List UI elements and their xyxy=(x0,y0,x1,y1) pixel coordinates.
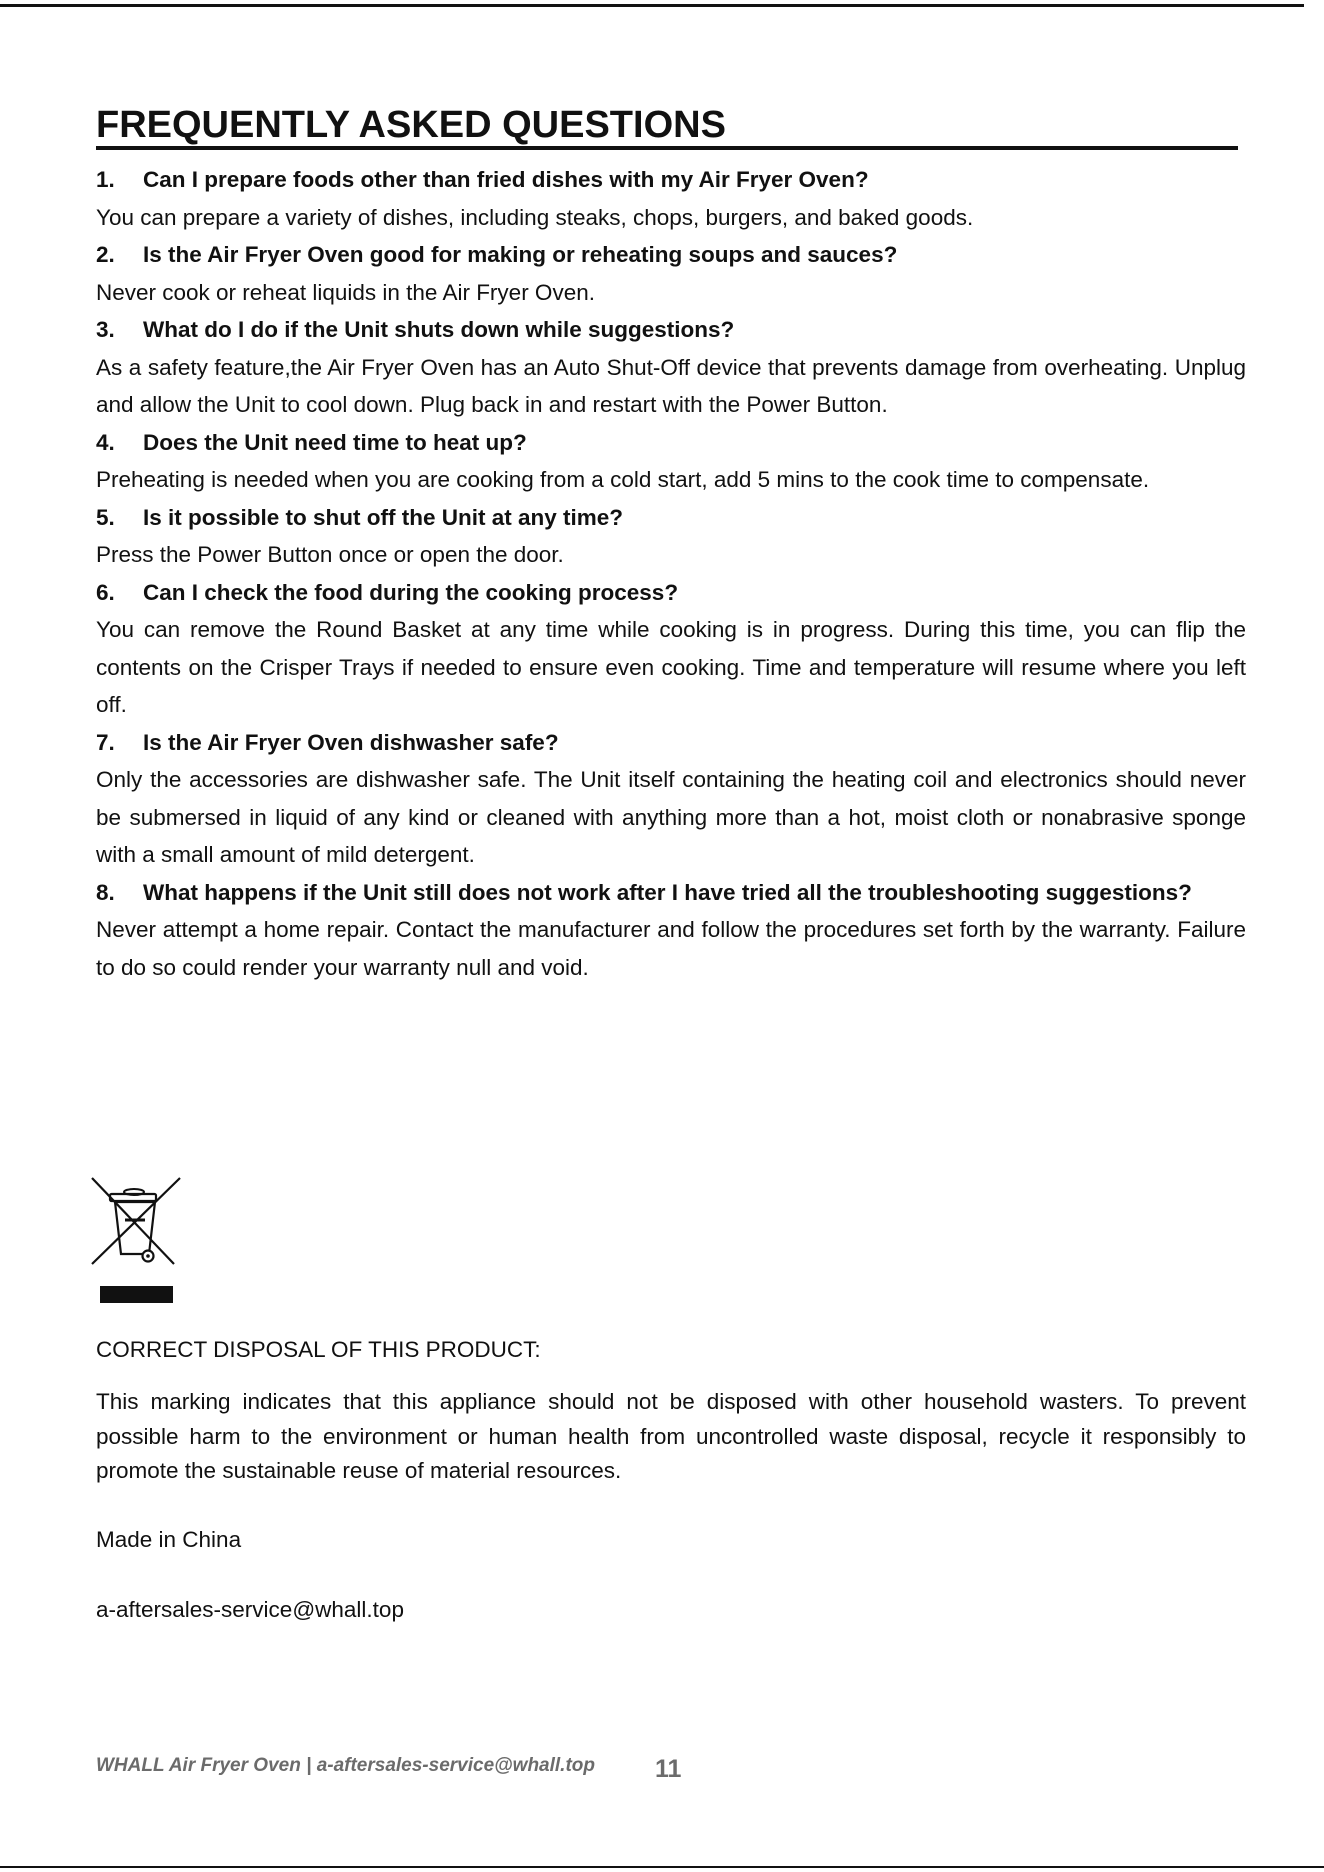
faq-question xyxy=(96,161,1246,199)
disposal-text: This marking indicates that this appliance should not be disposed with other household wasters. To prevent possible harm to the environment or human health from uncontrolled waste disposal, recycle it responsibly to promote the sustainable reuse of material resources. xyxy=(96,1389,1246,1483)
page-number: 11 xyxy=(655,1755,682,1783)
faq-number: 4. xyxy=(96,429,115,455)
top-rule xyxy=(0,4,1304,7)
faq-item xyxy=(96,499,1246,574)
faq-answer: Press the Power Button once or open the door. xyxy=(96,542,564,567)
faq-number: 1. xyxy=(96,167,115,192)
faq-number: 3. xyxy=(96,317,115,342)
faq-question xyxy=(96,724,1246,762)
faq-list xyxy=(96,161,1246,986)
faq-number: 8. xyxy=(96,879,115,905)
faq-answer: As a safety feature,the Air Fryer Oven has an Auto Shut-Off device that prevents damage from overheating. Unplug and allow the Unit to cool down. Plug back in and restart with the Power Button. xyxy=(96,354,1246,417)
faq-question xyxy=(96,424,1246,462)
faq-answer: You can prepare a variety of dishes, including steaks, chops, burgers, and baked goods. xyxy=(96,204,974,230)
faq-question xyxy=(96,499,1246,537)
faq-question-text: Can I prepare foods other than fried dishes with my Air Fryer Oven? xyxy=(143,167,869,192)
faq-answer: Never cook or reheat liquids in the Air Fryer Oven. xyxy=(96,279,595,305)
faq-number: 2. xyxy=(96,242,115,267)
faq-item xyxy=(96,236,1246,311)
faq-question-text: What happens if the Unit still does not work after I have tried all the troubleshooting suggestions? xyxy=(143,879,1192,905)
bottom-rule xyxy=(0,1866,1324,1868)
faq-question xyxy=(96,874,1246,912)
faq-question xyxy=(96,236,1246,274)
page-title: FREQUENTLY ASKED QUESTIONS xyxy=(96,104,726,146)
faq-answer: Never attempt a home repair. Contact the manufacturer and follow the procedures set forth by the warranty. Failure to do so could render your warranty null and void. xyxy=(96,917,1246,980)
faq-question xyxy=(96,311,1246,349)
faq-question-text: Can I check the food during the cooking process? xyxy=(143,579,679,605)
faq-item xyxy=(96,311,1246,424)
made-in-label: Made in China xyxy=(96,1527,242,1552)
faq-question-text: Is the Air Fryer Oven good for making or reheating soups and sauces? xyxy=(143,242,898,267)
faq-question xyxy=(96,574,1246,612)
faq-question-text: Is it possible to shut off the Unit at any time? xyxy=(143,504,624,530)
faq-answer: Preheating is needed when you are cooking from a cold start, add 5 mins to the cook time to compensate. xyxy=(96,467,1150,492)
faq-question-text: What do I do if the Unit shuts down while suggestions? xyxy=(143,317,735,342)
faq-item xyxy=(96,161,1246,236)
faq-item xyxy=(96,424,1246,499)
title-underline xyxy=(96,146,1238,150)
support-email: a-aftersales-service@whall.top xyxy=(96,1597,404,1622)
faq-number: 6. xyxy=(96,579,115,605)
faq-number: 7. xyxy=(96,729,115,755)
faq-answer: Only the accessories are dishwasher safe. The Unit itself containing the heating coil and electronics should never be submersed in liquid of any kind or cleaned with anything more than a hot, moist cloth or nonabrasive sponge with a small amount of mild detergent. xyxy=(96,767,1246,867)
faq-item xyxy=(96,574,1246,724)
crossed-out-wheelie-bin-icon xyxy=(88,1176,184,1304)
footer-text: WHALL Air Fryer Oven | a-aftersales-service@whall.top xyxy=(96,1755,596,1776)
disposal-heading: CORRECT DISPOSAL OF THIS PRODUCT: xyxy=(96,1337,541,1362)
faq-item xyxy=(96,724,1246,874)
faq-answer: You can remove the Round Basket at any time while cooking is in progress. During this time, you can flip the contents on the Crisper Trays if needed to ensure even cooking. Time and temperature will resume where you left off. xyxy=(96,617,1246,717)
faq-question-text: Is the Air Fryer Oven dishwasher safe? xyxy=(143,729,559,755)
faq-question-text: Does the Unit need time to heat up? xyxy=(143,429,527,455)
faq-item xyxy=(96,874,1246,987)
faq-number: 5. xyxy=(96,504,115,530)
